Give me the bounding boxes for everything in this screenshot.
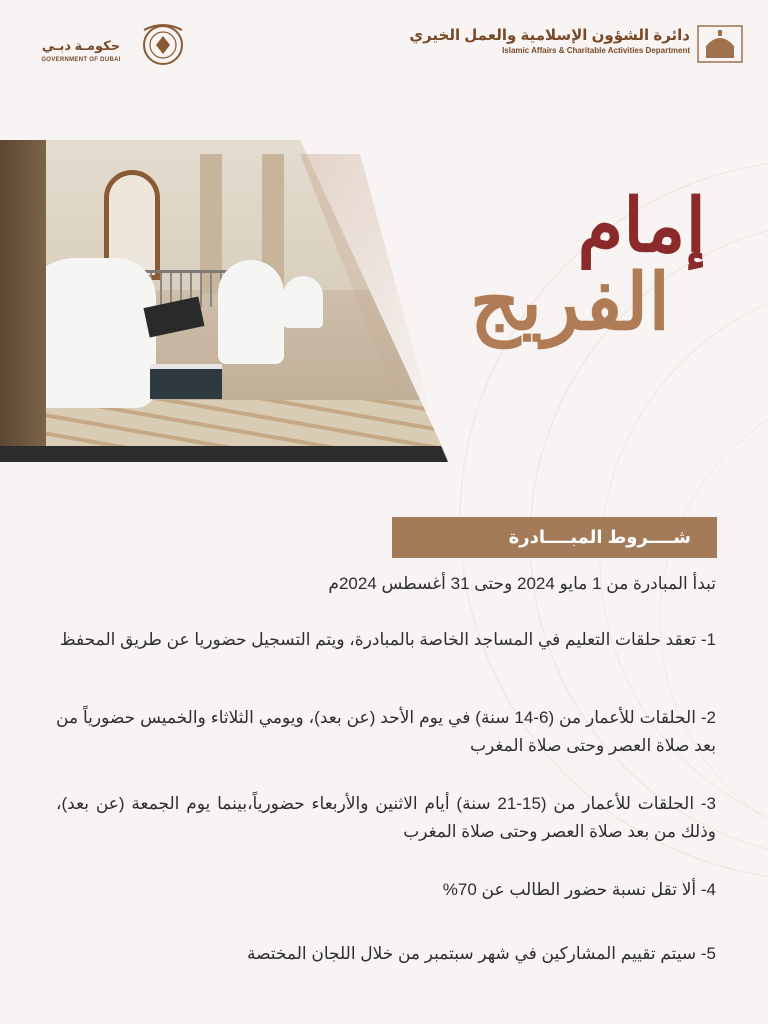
dept-logo-english: Islamic Affairs & Charitable Activities Department	[502, 46, 690, 55]
gov-logo-english: GOVERNMENT OF DUBAI	[41, 57, 121, 63]
dubai-emblem-icon	[138, 22, 188, 68]
dept-logo-arabic: دائرة الشؤون الإسلامية والعمل الخيري	[409, 27, 690, 44]
government-of-dubai-logo	[18, 18, 188, 73]
condition-item-2: 2- الحلقات للأعمار من (6-14 سنة) في يوم الأحد (عن بعد)، ويومي الثلاثاء والخميس حضورياً من بعد صلاة العصر وحتى صلاة المغرب	[56, 708, 716, 755]
photo-frame-bottom-bar	[0, 446, 448, 462]
initiative-title	[440, 186, 710, 370]
title-line-1: إمام	[577, 186, 706, 268]
gov-logo-text	[26, 38, 136, 63]
dept-logo-text	[409, 26, 690, 55]
section-heading: شــــروط المبــــادرة	[392, 517, 717, 558]
islamic-affairs-department-logo	[409, 22, 744, 67]
condition-item-3: 3- الحلقات للأعمار من (15-21 سنة) أيام الاثنين والأربعاء حضورياً،بينما يوم الجمعة (عن بعد)، وذلك من بعد صلاة العصر وحتى صلاة المغرب	[56, 794, 716, 841]
gov-logo-arabic: حكومـة دبـي	[41, 38, 121, 53]
condition-item-5: 5- سيتم تقييم المشاركين في شهر سبتمبر من خلال اللجان المختصة	[246, 944, 716, 963]
condition-intro: تبدأ المبادرة من 1 مايو 2024 وحتى 31 أغسطس 2024م	[328, 574, 716, 593]
title-line-2: الفريج	[470, 259, 670, 346]
condition-item-4: 4- ألا تقل نسبة حضور الطالب عن 70%	[442, 880, 716, 899]
mosque-icon	[696, 24, 744, 64]
condition-item-1: 1- تعقد حلقات التعليم في المساجد الخاصة بالمبادرة، ويتم التسجيل حضوريا عن طريق المحفظ	[59, 630, 716, 649]
